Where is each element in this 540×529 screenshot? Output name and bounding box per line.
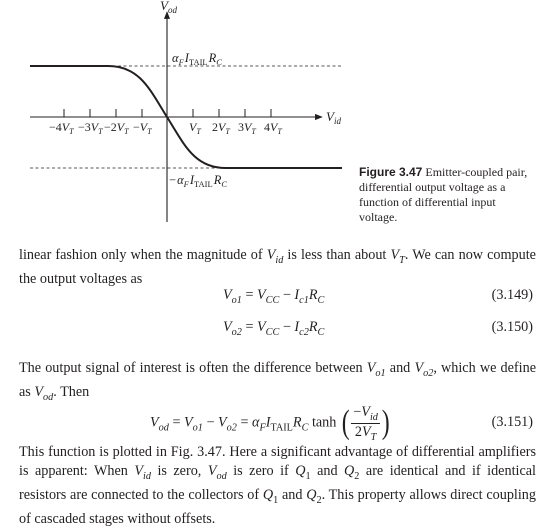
x-axis-label: $V_{id}$ <box>326 109 341 126</box>
tick-label-4vt: $4V_T$ <box>264 120 282 136</box>
tick-label-neg-vt: $-V_T$ <box>133 120 152 136</box>
equation-3-149: $V_{o1} = V_{CC} - I_{c1}R_C$ (3.149) <box>223 287 533 306</box>
lower-level-label: $-\alpha_FI_{TAIL}R_C$ <box>169 173 227 189</box>
tick-label-vt: $V_T$ <box>189 120 201 136</box>
tick-label-neg-2vt: $-2V_T$ <box>104 120 129 136</box>
caption-text: Emitter-coupled pair, differential output voltage as a function of differential input voltage. <box>359 165 528 224</box>
tick-label-2vt: $2V_T$ <box>212 120 230 136</box>
upper-level-label: $\alpha_FI_{TAIL}R_C$ <box>172 51 222 67</box>
tick-label-3vt: $3V_T$ <box>238 120 256 136</box>
tanh-argument-fraction: $\frac{-V_{id}}{2V_T}$ <box>353 404 378 443</box>
paragraph-1: linear fashion only when the magnitude of $V_{id}$ is less than about $V_T$. We can now compute the output voltages as <box>19 247 536 288</box>
paragraph-3: This function is plotted in Fig. 3.47. Here a significant advantage of differential amplifiers is apparent: When $V_{id}$ is zero, $V_{od}$ is zero if $Q_1$ and $Q_2$ are identical and if identical resistors are connected to the collectors of $Q_1$ and $Q_2$. This property allows direct coupling of cascaded stages without offsets. <box>19 444 536 528</box>
figure-caption <box>359 165 535 225</box>
equation-number: (3.151) <box>491 414 533 430</box>
equation-number: (3.149) <box>491 287 533 303</box>
tick-label-neg-4vt: $-4V_T$ <box>49 120 74 136</box>
y-axis-label: $V_{od}$ <box>160 0 177 15</box>
equation-3-151: $V_{od} = V_{o1} - V_{o2} = \alpha_FI_{TAIL}R_C$ tanh ( $\frac{-V_{id}}{2V_T}$ ) (3.151) <box>150 404 533 443</box>
caption-label: Figure 3.47 <box>359 165 423 179</box>
paragraph-2: The output signal of interest is often the difference between $V_{o1}$ and $V_{o2}$, which we define as $V_{od}$. Then <box>19 360 536 404</box>
tick-label-neg-3vt: $-3V_T$ <box>78 120 103 136</box>
equation-3-150: $V_{o2} = V_{CC} - I_{c2}R_C$ (3.150) <box>223 319 533 338</box>
equation-number: (3.150) <box>491 319 533 335</box>
